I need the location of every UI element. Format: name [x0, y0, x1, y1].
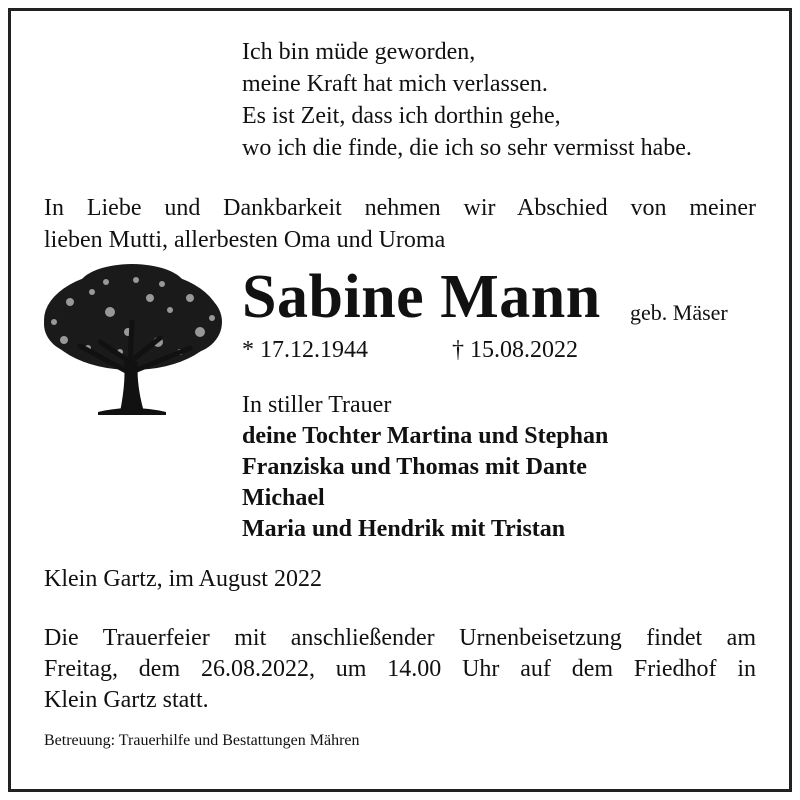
intro-line-2: lieben Mutti, allerbesten Oma und Uroma	[44, 227, 446, 253]
undertaker-credit: Betreuung: Trauerhilfe und Bestattungen Mähren	[44, 732, 360, 749]
mourners-block	[242, 390, 608, 545]
mourner-line: Michael	[242, 485, 325, 511]
maiden-name: geb. Mäser	[630, 300, 728, 325]
farewell-intro	[44, 192, 756, 256]
service-line-2: Freitag, dem 26.08.2022, um 14.00 Uhr auf dem Friedhof in	[44, 656, 756, 682]
poem-line: Es ist Zeit, dass ich dorthin gehe,	[242, 103, 561, 129]
mourning-heading: In stiller Trauer	[242, 392, 392, 418]
deceased-name: Sabine Mann	[242, 263, 601, 331]
poem-line: meine Kraft hat mich verlassen.	[242, 71, 548, 97]
mourner-line: Franziska und Thomas mit Dante	[242, 454, 587, 480]
intro-line-1: In Liebe und Dankbarkeit nehmen wir Abschied von meiner	[44, 195, 756, 221]
place-and-date: Klein Gartz, im August 2022	[44, 566, 322, 592]
poem	[242, 36, 692, 164]
mourner-line: Maria und Hendrik mit Tristan	[242, 516, 566, 542]
poem-line: Ich bin müde geworden,	[242, 39, 476, 65]
mourner-line: deine Tochter Martina und Stephan	[242, 423, 609, 449]
funeral-service-info	[44, 623, 756, 716]
service-line-1: Die Trauerfeier mit anschließender Urnenbeisetzung findet am	[44, 625, 756, 651]
birth-date: * 17.12.1944	[242, 337, 368, 363]
poem-line: wo ich die finde, die ich so sehr vermisst habe.	[242, 135, 692, 161]
tree-icon	[40, 262, 224, 416]
death-date: † 15.08.2022	[452, 337, 578, 363]
service-line-3: Klein Gartz statt.	[44, 687, 209, 713]
